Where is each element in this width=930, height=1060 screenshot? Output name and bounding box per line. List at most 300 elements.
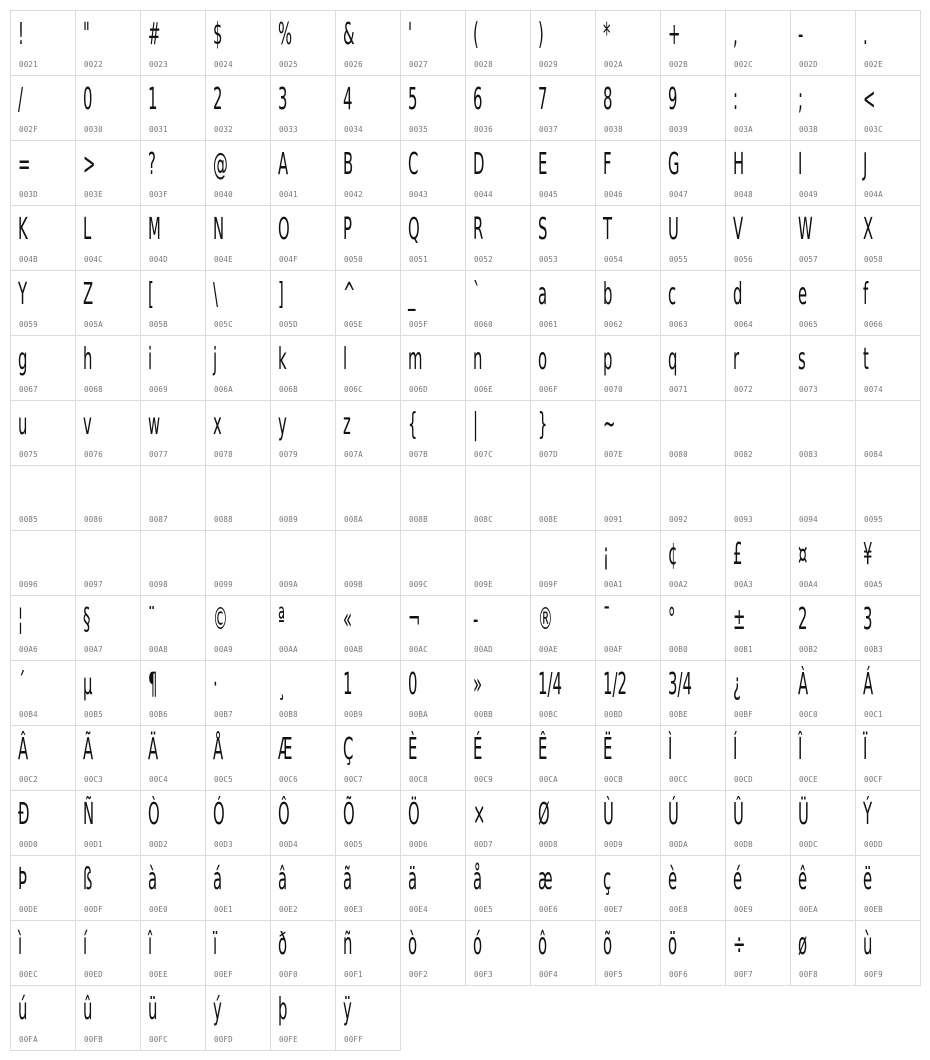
codepoint-label: 008C (474, 515, 493, 524)
glyph-sample: ¢ (668, 537, 678, 572)
glyph-sample: ; (798, 82, 804, 117)
glyph-cell (596, 531, 661, 596)
glyph-cell (76, 466, 141, 531)
codepoint-label: 0098 (149, 580, 168, 589)
glyph-cell (336, 336, 401, 401)
glyph-cell (466, 206, 531, 271)
glyph-sample: À (798, 667, 809, 702)
codepoint-label: 0022 (84, 60, 103, 69)
codepoint-label: 004D (149, 255, 168, 264)
glyph-cell (11, 11, 76, 76)
codepoint-label: 0030 (84, 125, 103, 134)
glyph-sample: R (473, 212, 484, 247)
glyph-cell (76, 271, 141, 336)
glyph-sample: Ù (603, 797, 614, 832)
glyph-sample: ª (278, 602, 285, 637)
codepoint-label: 00B2 (799, 645, 818, 654)
glyph-cell (596, 921, 661, 986)
codepoint-label: 0097 (84, 580, 103, 589)
codepoint-label: 0076 (84, 450, 103, 459)
glyph-cell (726, 76, 791, 141)
glyph-cell (206, 986, 271, 1051)
glyph-sample: ý (213, 992, 222, 1027)
glyph-sample: l (343, 342, 348, 377)
glyph-cell (726, 336, 791, 401)
glyph-cell (271, 336, 336, 401)
codepoint-label: 0057 (799, 255, 818, 264)
glyph-cell (466, 856, 531, 921)
glyph-cell (531, 791, 596, 856)
glyph-sample: þ (278, 992, 288, 1027)
codepoint-label: 002A (604, 60, 623, 69)
codepoint-label: 0094 (799, 515, 818, 524)
codepoint-label: 00C7 (344, 775, 363, 784)
glyph-sample: Á (863, 667, 874, 702)
glyph-cell (141, 336, 206, 401)
glyph-cell (596, 661, 661, 726)
glyph-sample: / (18, 82, 24, 117)
glyph-sample: ¿ (733, 667, 741, 702)
codepoint-label: 00BE (669, 710, 688, 719)
glyph-sample: ] (278, 277, 284, 312)
glyph-cell (466, 336, 531, 401)
glyph-cell (791, 726, 856, 791)
glyph-sample: P (343, 212, 352, 247)
glyph-cell (271, 726, 336, 791)
glyph-cell (791, 401, 856, 466)
glyph-sample: { (408, 407, 418, 442)
glyph-cell (336, 661, 401, 726)
glyph-sample: + (668, 17, 681, 52)
glyph-cell (141, 726, 206, 791)
codepoint-label: 00CB (604, 775, 623, 784)
glyph-cell (661, 466, 726, 531)
codepoint-label: 00D2 (149, 840, 168, 849)
codepoint-label: 00D1 (84, 840, 103, 849)
glyph-cell (206, 206, 271, 271)
codepoint-label: 0063 (669, 320, 688, 329)
codepoint-label: 0072 (734, 385, 753, 394)
glyph-sample: o (538, 342, 548, 377)
glyph-cell (336, 726, 401, 791)
codepoint-label: 005E (344, 320, 363, 329)
glyph-cell (76, 336, 141, 401)
codepoint-label: 00FE (279, 1035, 298, 1044)
glyph-cell (76, 856, 141, 921)
glyph-cell (76, 531, 141, 596)
glyph-sample: Z (83, 277, 94, 312)
glyph-cell (791, 856, 856, 921)
glyph-cell (661, 856, 726, 921)
glyph-sample: § (83, 602, 91, 637)
glyph-cell (271, 466, 336, 531)
glyph-cell (726, 11, 791, 76)
glyph-cell (856, 336, 921, 401)
glyph-cell (141, 921, 206, 986)
codepoint-label: 0044 (474, 190, 493, 199)
codepoint-label: 00DB (734, 840, 753, 849)
glyph-cell (661, 791, 726, 856)
codepoint-label: 00E8 (669, 905, 688, 914)
codepoint-label: 00A8 (149, 645, 168, 654)
glyph-cell (466, 661, 531, 726)
glyph-cell (856, 661, 921, 726)
glyph-sample: ± (733, 602, 746, 637)
codepoint-label: 00CF (864, 775, 883, 784)
glyph-sample: ) (538, 17, 544, 52)
glyph-sample: Þ (18, 862, 27, 897)
codepoint-label: 00E7 (604, 905, 623, 914)
codepoint-label: 0087 (149, 515, 168, 524)
glyph-cell (76, 76, 141, 141)
codepoint-label: 0036 (474, 125, 493, 134)
glyph-cell (336, 466, 401, 531)
glyph-cell (596, 11, 661, 76)
glyph-cell (596, 466, 661, 531)
glyph-cell (531, 141, 596, 206)
glyph-cell (661, 141, 726, 206)
glyph-cell (531, 76, 596, 141)
glyph-cell (661, 76, 726, 141)
codepoint-label: 00AA (279, 645, 298, 654)
codepoint-label: 00AD (474, 645, 493, 654)
codepoint-label: 00F5 (604, 970, 623, 979)
glyph-sample: Ð (18, 797, 30, 832)
codepoint-label: 003F (149, 190, 168, 199)
glyph-sample: K (18, 212, 28, 247)
codepoint-label: 005B (149, 320, 168, 329)
glyph-cell (76, 141, 141, 206)
codepoint-label: 008B (409, 515, 428, 524)
glyph-cell (401, 271, 466, 336)
codepoint-label: 0048 (734, 190, 753, 199)
glyph-sample: 4 (343, 82, 353, 117)
glyph-cell (856, 271, 921, 336)
codepoint-label: 00DC (799, 840, 818, 849)
glyph-cell (206, 791, 271, 856)
codepoint-label: 00F1 (344, 970, 363, 979)
glyph-cell (466, 596, 531, 661)
glyph-cell (791, 206, 856, 271)
glyph-sample: Ú (668, 797, 679, 832)
codepoint-label: 00F0 (279, 970, 298, 979)
codepoint-label: 0045 (539, 190, 558, 199)
glyph-sample: Ò (148, 797, 160, 832)
glyph-cell (856, 401, 921, 466)
glyph-cell (11, 141, 76, 206)
codepoint-label: 0089 (279, 515, 298, 524)
glyph-cell (856, 921, 921, 986)
glyph-sample: 1 (343, 667, 353, 702)
glyph-cell (596, 76, 661, 141)
codepoint-label: 00B3 (864, 645, 883, 654)
glyph-cell (531, 596, 596, 661)
glyph-cell (466, 466, 531, 531)
glyph-sample: J (863, 147, 868, 182)
glyph-sample: h (83, 342, 93, 377)
glyph-sample: c (668, 277, 677, 312)
codepoint-label: 00D4 (279, 840, 298, 849)
codepoint-label: 007A (344, 450, 363, 459)
glyph-cell (271, 791, 336, 856)
glyph-sample: ÷ (733, 927, 746, 962)
glyph-sample: 6 (473, 82, 483, 117)
codepoint-label: 00EC (19, 970, 38, 979)
glyph-sample: T (603, 212, 613, 247)
glyph-cell (726, 661, 791, 726)
glyph-cell (206, 401, 271, 466)
codepoint-label: 00F8 (799, 970, 818, 979)
glyph-sample: e (798, 277, 808, 312)
glyph-cell (271, 141, 336, 206)
glyph-sample: ¯ (603, 602, 611, 637)
glyph-cell (856, 76, 921, 141)
codepoint-label: 003E (84, 190, 103, 199)
glyph-sample: W (798, 212, 813, 247)
glyph-cell (206, 141, 271, 206)
glyph-sample: ~ (603, 407, 616, 442)
glyph-cell (661, 271, 726, 336)
glyph-cell (11, 986, 76, 1051)
glyph-cell (11, 206, 76, 271)
codepoint-label: 00FB (84, 1035, 103, 1044)
glyph-sample: 7 (538, 82, 548, 117)
codepoint-label: 00ED (84, 970, 103, 979)
glyph-sample: í (83, 927, 88, 962)
glyph-cell (336, 531, 401, 596)
glyph-sample: ^ (343, 277, 356, 312)
glyph-cell (271, 11, 336, 76)
glyph-cell (336, 76, 401, 141)
codepoint-label: 005A (84, 320, 103, 329)
glyph-cell (11, 76, 76, 141)
glyph-sample: & (343, 17, 355, 52)
codepoint-label: 0023 (149, 60, 168, 69)
codepoint-label: 002D (799, 60, 818, 69)
glyph-sample: U (668, 212, 679, 247)
codepoint-label: 003C (864, 125, 883, 134)
codepoint-label: 0066 (864, 320, 883, 329)
codepoint-label: 0083 (799, 450, 818, 459)
glyph-cell (141, 661, 206, 726)
glyph-sample: ` (473, 277, 481, 312)
glyph-sample: î (148, 927, 153, 962)
codepoint-label: 0067 (19, 385, 38, 394)
glyph-cell (76, 986, 141, 1051)
codepoint-label: 0069 (149, 385, 168, 394)
glyph-sample: 1/2 (603, 667, 627, 702)
glyph-sample: è (668, 862, 678, 897)
codepoint-label: 00C3 (84, 775, 103, 784)
codepoint-label: 00AE (539, 645, 558, 654)
codepoint-label: 00BC (539, 710, 558, 719)
glyph-sample: % (278, 17, 293, 52)
glyph-cell (791, 661, 856, 726)
codepoint-label: 0092 (669, 515, 688, 524)
codepoint-label: 0085 (19, 515, 38, 524)
codepoint-label: 004E (214, 255, 233, 264)
codepoint-label: 0037 (539, 125, 558, 134)
codepoint-label: 00C2 (19, 775, 38, 784)
glyph-sample: ' (408, 17, 413, 52)
codepoint-label: 00D8 (539, 840, 558, 849)
codepoint-label: 006B (279, 385, 298, 394)
glyph-sample: Ó (213, 797, 225, 832)
codepoint-label: 0051 (409, 255, 428, 264)
glyph-sample: , (733, 17, 738, 52)
codepoint-label: 0082 (734, 450, 753, 459)
glyph-sample: ê (798, 862, 808, 897)
glyph-cell (791, 11, 856, 76)
glyph-sample: [ (148, 277, 154, 312)
glyph-sample: G (668, 147, 680, 182)
glyph-cell (466, 726, 531, 791)
glyph-sample: × (473, 797, 486, 832)
codepoint-label: 0095 (864, 515, 883, 524)
glyph-cell (206, 661, 271, 726)
glyph-sample: £ (733, 537, 743, 572)
codepoint-label: 0027 (409, 60, 428, 69)
codepoint-label: 0070 (604, 385, 623, 394)
codepoint-label: 00AC (409, 645, 428, 654)
glyph-sample: Ö (408, 797, 420, 832)
glyph-sample: d (733, 277, 743, 312)
glyph-sample: w (148, 407, 161, 442)
glyph-sample: Í (733, 732, 738, 767)
codepoint-label: 009C (409, 580, 428, 589)
glyph-cell (726, 206, 791, 271)
glyph-cell (206, 596, 271, 661)
codepoint-label: 00E1 (214, 905, 233, 914)
codepoint-label: 00BB (474, 710, 493, 719)
glyph-sample: ö (668, 927, 678, 962)
glyph-cell (401, 466, 466, 531)
codepoint-label: 002C (734, 60, 753, 69)
codepoint-label: 00A1 (604, 580, 623, 589)
glyph-cell (401, 921, 466, 986)
glyph-cell (336, 271, 401, 336)
glyph-cell (596, 401, 661, 466)
glyph-sample: O (278, 212, 290, 247)
codepoint-label: 00FD (214, 1035, 233, 1044)
codepoint-label: 00C0 (799, 710, 818, 719)
glyph-cell (726, 531, 791, 596)
codepoint-label: 006F (539, 385, 558, 394)
codepoint-label: 003A (734, 125, 753, 134)
glyph-sample: y (278, 407, 287, 442)
glyph-cell (76, 791, 141, 856)
glyph-cell (141, 11, 206, 76)
glyph-cell (401, 791, 466, 856)
glyph-sample: ¶ (148, 667, 158, 702)
codepoint-label: 005C (214, 320, 233, 329)
glyph-sample: Î (798, 732, 803, 767)
glyph-sample: g (18, 342, 28, 377)
codepoint-label: 0075 (19, 450, 38, 459)
glyph-sample: ¤ (798, 537, 808, 572)
glyph-sample: â (278, 862, 288, 897)
glyph-cell (271, 76, 336, 141)
glyph-cell (726, 856, 791, 921)
glyph-sample: ñ (343, 927, 353, 962)
codepoint-label: 006A (214, 385, 233, 394)
codepoint-label: 004C (84, 255, 103, 264)
codepoint-label: 0035 (409, 125, 428, 134)
glyph-cell (596, 856, 661, 921)
glyph-sample: t (863, 342, 869, 377)
glyph-sample: « (343, 602, 353, 637)
codepoint-label: 00A9 (214, 645, 233, 654)
glyph-sample: A (278, 147, 289, 182)
glyph-cell (531, 466, 596, 531)
codepoint-label: 00B0 (669, 645, 688, 654)
glyph-sample: ¸ (278, 667, 286, 702)
glyph-cell (726, 401, 791, 466)
glyph-sample: à (148, 862, 158, 897)
glyph-cell (596, 141, 661, 206)
glyph-sample: ó (473, 927, 483, 962)
glyph-cell (726, 141, 791, 206)
glyph-cell (856, 206, 921, 271)
codepoint-label: 0046 (604, 190, 623, 199)
codepoint-label: 0047 (669, 190, 688, 199)
codepoint-label: 0061 (539, 320, 558, 329)
codepoint-label: 0055 (669, 255, 688, 264)
codepoint-label: 00CE (799, 775, 818, 784)
glyph-cell (11, 791, 76, 856)
glyph-sample: Q (408, 212, 420, 247)
codepoint-label: 00CA (539, 775, 558, 784)
glyph-cell (271, 661, 336, 726)
glyph-cell (791, 596, 856, 661)
codepoint-label: 0073 (799, 385, 818, 394)
codepoint-label: 0034 (344, 125, 363, 134)
glyph-cell (336, 401, 401, 466)
glyph-cell (856, 596, 921, 661)
codepoint-label: 002F (19, 125, 38, 134)
codepoint-label: 00BA (409, 710, 428, 719)
glyph-sample: ´ (18, 667, 26, 702)
glyph-cell (336, 11, 401, 76)
codepoint-label: 0080 (669, 450, 688, 459)
codepoint-label: 00D6 (409, 840, 428, 849)
codepoint-label: 0074 (864, 385, 883, 394)
glyph-cell (11, 596, 76, 661)
codepoint-label: 00F9 (864, 970, 883, 979)
glyph-cell (856, 856, 921, 921)
codepoint-label: 0077 (149, 450, 168, 459)
glyph-sample: N (213, 212, 225, 247)
glyph-sample: á (213, 862, 223, 897)
codepoint-label: 004B (19, 255, 38, 264)
codepoint-label: 00EE (149, 970, 168, 979)
codepoint-label: 0032 (214, 125, 233, 134)
glyph-cell (726, 466, 791, 531)
glyph-cell (661, 596, 726, 661)
glyph-cell (791, 466, 856, 531)
codepoint-label: 0088 (214, 515, 233, 524)
glyph-cell (11, 271, 76, 336)
glyph-sample: ° (668, 602, 676, 637)
glyph-cell (401, 76, 466, 141)
codepoint-label: 00A2 (669, 580, 688, 589)
codepoint-label: 00EB (864, 905, 883, 914)
glyph-sample: ÿ (343, 992, 352, 1027)
glyph-cell (141, 401, 206, 466)
codepoint-label: 00E9 (734, 905, 753, 914)
codepoint-label: 00B4 (19, 710, 38, 719)
glyph-sample: Ô (278, 797, 290, 832)
